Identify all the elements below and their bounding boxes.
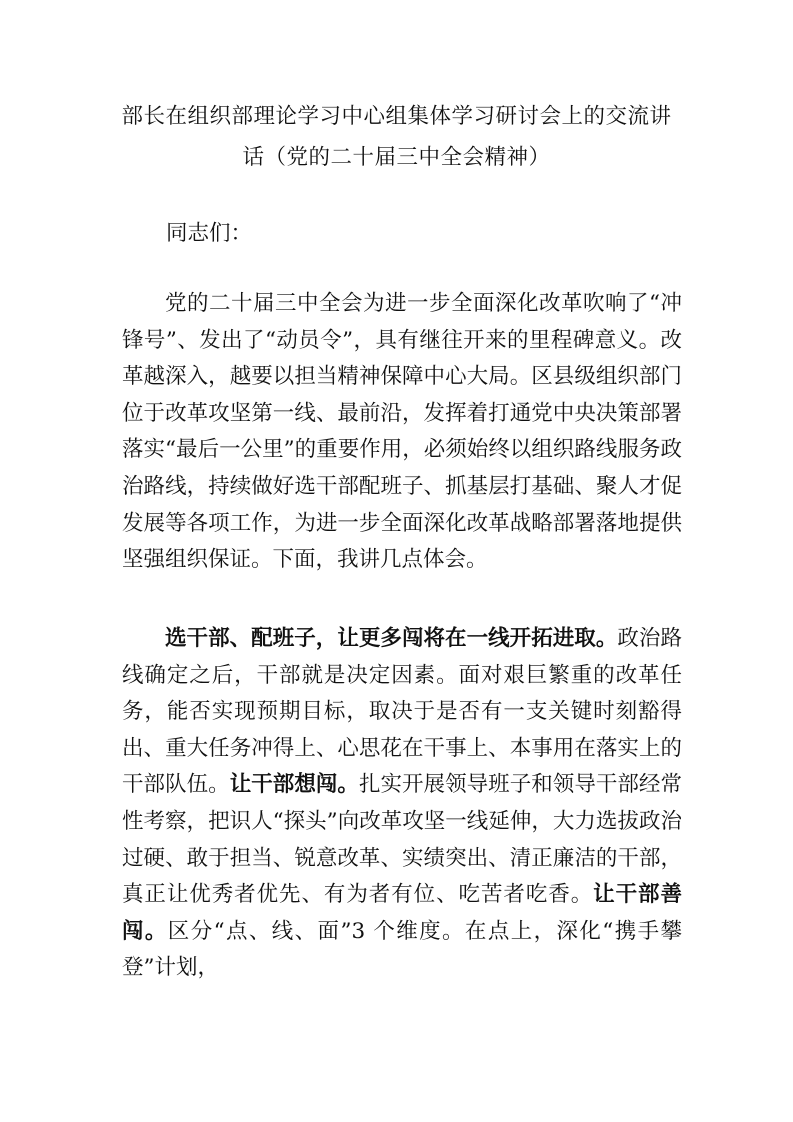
paragraph-2-text-3: 区分“点、线、面”3 个维度。在点上，深化“携手攀登”计划，	[122, 918, 682, 981]
title-line-2: 话（党的二十届三中全会精神）	[242, 145, 551, 170]
section-heading: 选干部、配班子，让更多闯将在一线开拓进取。	[165, 626, 618, 651]
paragraph-2-text-2: 扎实开展领导班子和领导干部经常性考察，把识人“探头”向改革攻坚一线延伸，大力选拔政治过硬、敢于担当、锐意改革、实绩突出、清正廉洁的干部，真正让优秀者优先、有为者有位、吃苦者吃香。	[122, 772, 682, 908]
document-title	[110, 96, 683, 178]
salutation: 同志们：	[166, 221, 253, 246]
title-line-1: 部长在组织部理论学习中心组集体学习研讨会上的交流讲	[121, 104, 672, 129]
subheading-2: 让干部善闯。	[122, 882, 682, 944]
paragraph-1: 党的二十届三中全会为进一步全面深化改革吹响了“冲锋号”、发出了“动员令”，具有继往开来的里程碑意义。改革越深入，越要以担当精神保障中心大局。区县级组织部门位于改革攻坚第一线、最前沿，发挥着打通党中央决策部署落实“最后一公里”的重要作用，必须始终以组织路线服务政治路线，持续做好选干部配班子、抓基层打基础、聚人才促发展等各项工作，为进一步全面深化改革战略部署落地提供坚强组织保证。下面，我讲几点体会。	[122, 291, 682, 573]
paragraph-2	[122, 621, 682, 987]
subheading-1: 让干部想闯。	[229, 772, 359, 798]
paragraph-2-text-1: 政治路线确定之后，干部就是决定因素。面对艰巨繁重的改革任务，能否实现预期目标，取决于是否有一支关键时刻豁得出、重大任务冲得上、心思花在干事上、本事用在落实上的干部队伍。	[122, 626, 682, 798]
